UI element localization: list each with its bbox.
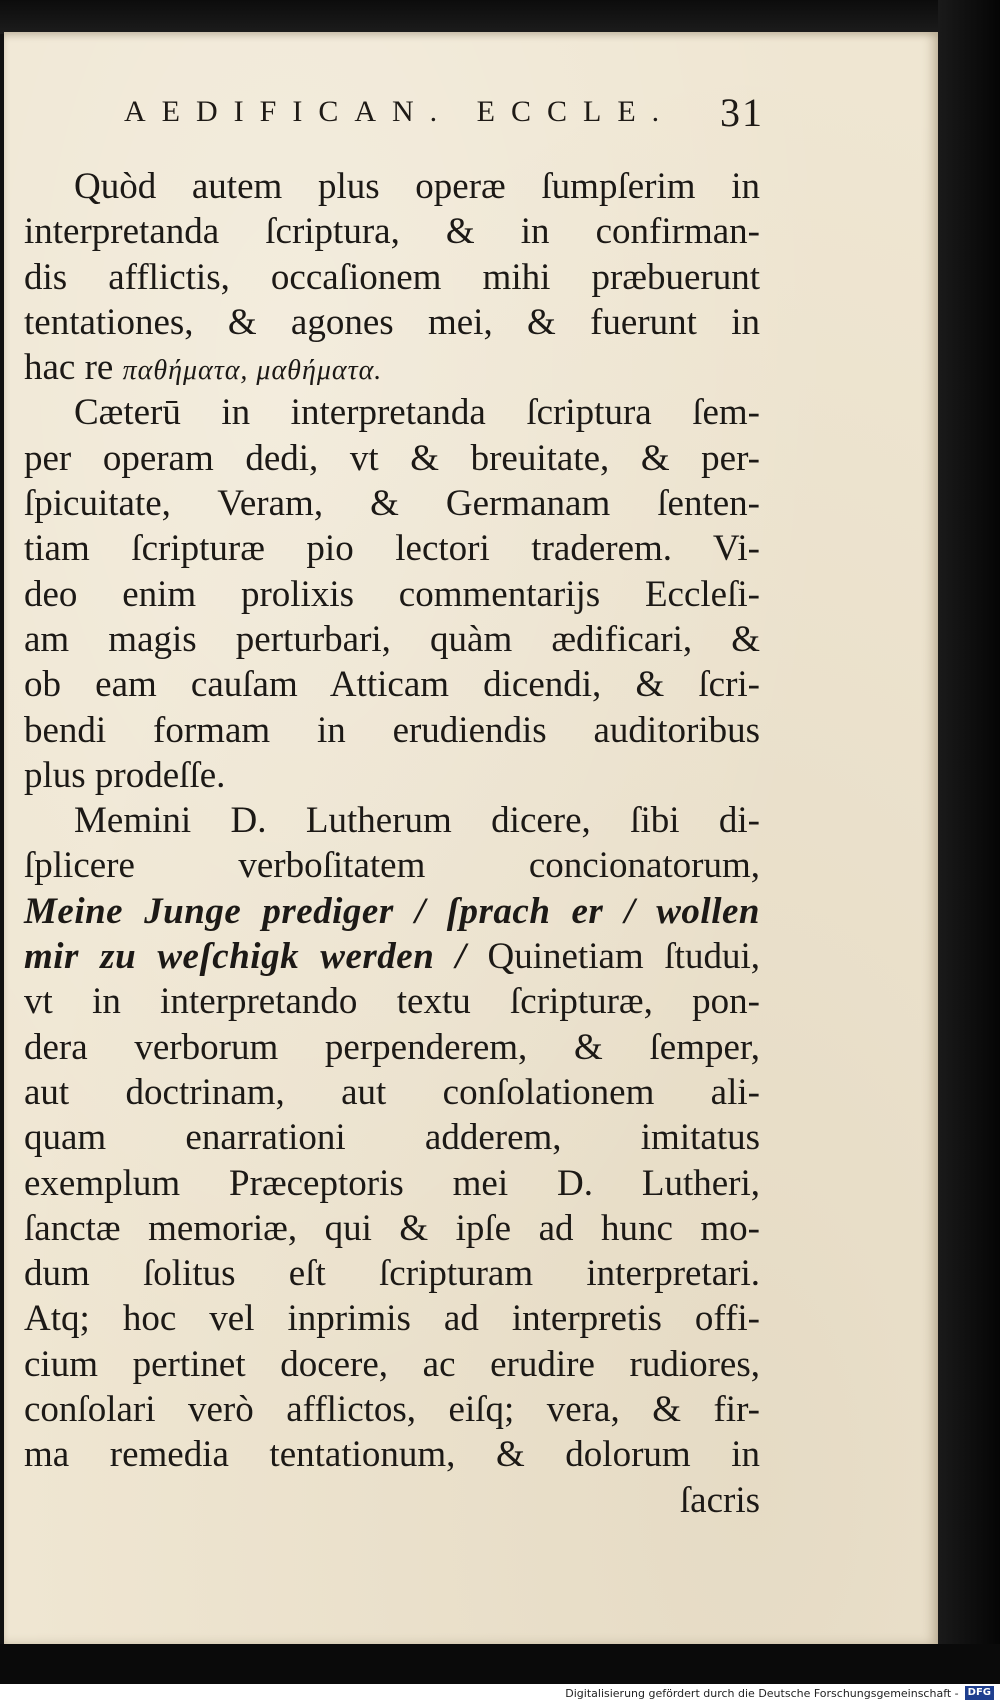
- line-text: tiam ſcripturæ pio lectori traderem. Vi-: [24, 528, 760, 570]
- line-text: hac re: [24, 347, 123, 389]
- text-line: [24, 572, 760, 617]
- line-text: ſanctæ memoriæ, qui & ipſe ad hunc mo-: [24, 1207, 760, 1249]
- text-line: [24, 979, 760, 1024]
- digitization-footer: [0, 1684, 1000, 1702]
- text-line: [24, 753, 760, 798]
- line-text: ma remedia tentationum, & dolorum in: [24, 1434, 760, 1476]
- text-line: [24, 1025, 760, 1070]
- text-body: [24, 164, 760, 1523]
- greek-text: παθήματα, μαθήματα.: [122, 355, 383, 387]
- text-line: [24, 1342, 760, 1387]
- line-text: dera verborum perpenderem, & ſemper,: [24, 1026, 760, 1068]
- line-text: Cæterū in interpretanda ſcriptura ſem-: [74, 392, 760, 434]
- line-text: deo enim prolixis commentarijs Eccleſi-: [24, 573, 760, 615]
- text-line: [24, 526, 760, 571]
- line-text: dum ſolitus eſt ſcripturam interpretari.: [24, 1253, 760, 1295]
- text-line: [24, 617, 760, 662]
- line-text: vt in interpretando textu ſcripturæ, pon-: [24, 981, 760, 1023]
- line-text: Quòd autem plus operæ ſumpſerim in: [74, 166, 760, 207]
- line-text: plus prodeſſe.: [24, 754, 226, 796]
- book-page: [4, 32, 938, 1644]
- text-line: [24, 798, 760, 843]
- text-line: [24, 390, 760, 435]
- running-title: AEDIFICAN. ECCLE.: [124, 95, 676, 128]
- line-text: Atq; hoc vel inprimis ad interpretis offi-: [24, 1298, 760, 1340]
- line-text: quam enarrationi adderem, imitatus: [24, 1117, 760, 1159]
- text-line: [24, 345, 760, 390]
- page-number: 31: [720, 89, 764, 135]
- line-text: Quinetiam ſtudui,: [487, 936, 760, 978]
- text-line: [24, 1251, 760, 1296]
- text-line: [24, 481, 760, 526]
- text-line: [24, 1296, 760, 1341]
- text-line: [24, 1161, 760, 1206]
- line-text: bendi formam in erudiendis auditoribus: [24, 709, 760, 751]
- scan-border-right: [938, 0, 1000, 1702]
- text-line: [24, 1070, 760, 1115]
- running-head: [124, 84, 764, 140]
- line-text: interpretanda ſcriptura, & in confirman-: [24, 211, 760, 253]
- line-text: per operam dedi, vt & breuitate, & per-: [24, 437, 760, 479]
- text-line: [24, 1432, 760, 1477]
- text-line: [24, 1115, 760, 1160]
- catchword: ſacris: [679, 1479, 760, 1521]
- line-text: ſpicuitate, Veram, & Germanam ſenten-: [24, 483, 760, 525]
- text-line: [24, 708, 760, 753]
- text-line: [24, 889, 760, 934]
- text-line: [24, 1206, 760, 1251]
- text-line: [24, 255, 760, 300]
- line-text: conſolari verò afflictos, eiſq; vera, & fir-: [24, 1389, 760, 1431]
- text-line: [24, 164, 760, 209]
- line-text: cium pertinet docere, ac erudire rudiores,: [24, 1343, 760, 1385]
- funding-credit: Digitalisierung gefördert durch die Deutsche Forschungsgemeinschaft -: [565, 1686, 959, 1700]
- text-line: [24, 209, 760, 254]
- line-text: exemplum Præceptoris mei D. Lutheri,: [24, 1162, 760, 1204]
- line-text: Memini D. Lutherum dicere, ſibi di-: [74, 800, 760, 842]
- text-line: [24, 300, 760, 345]
- line-text: am magis perturbari, quàm ædificari, &: [24, 618, 760, 660]
- dfg-logo: DFG: [965, 1686, 994, 1700]
- line-text: aut doctrinam, aut conſolationem ali-: [24, 1071, 760, 1113]
- text-line: [24, 843, 760, 888]
- line-text: tentationes, & agones mei, & fuerunt in: [24, 301, 760, 343]
- text-line: [24, 662, 760, 707]
- line-text: ſplicere verboſitatem concionatorum,: [24, 845, 760, 887]
- text-line: [24, 1387, 760, 1432]
- line-text: ob eam cauſam Atticam dicendi, & ſcri-: [24, 664, 760, 706]
- scan-border-bottom: [0, 1644, 1000, 1684]
- blackletter-text: Meine Junge prediger / ſprach er / wollen: [24, 890, 760, 932]
- line-text: dis afflictis, occaſionem mihi præbuerunt: [24, 256, 760, 298]
- blackletter-text: mir zu weſchigk werden /: [24, 936, 488, 978]
- text-line: [24, 436, 760, 481]
- text-line: [24, 934, 760, 979]
- scan-border-top: [0, 0, 1000, 34]
